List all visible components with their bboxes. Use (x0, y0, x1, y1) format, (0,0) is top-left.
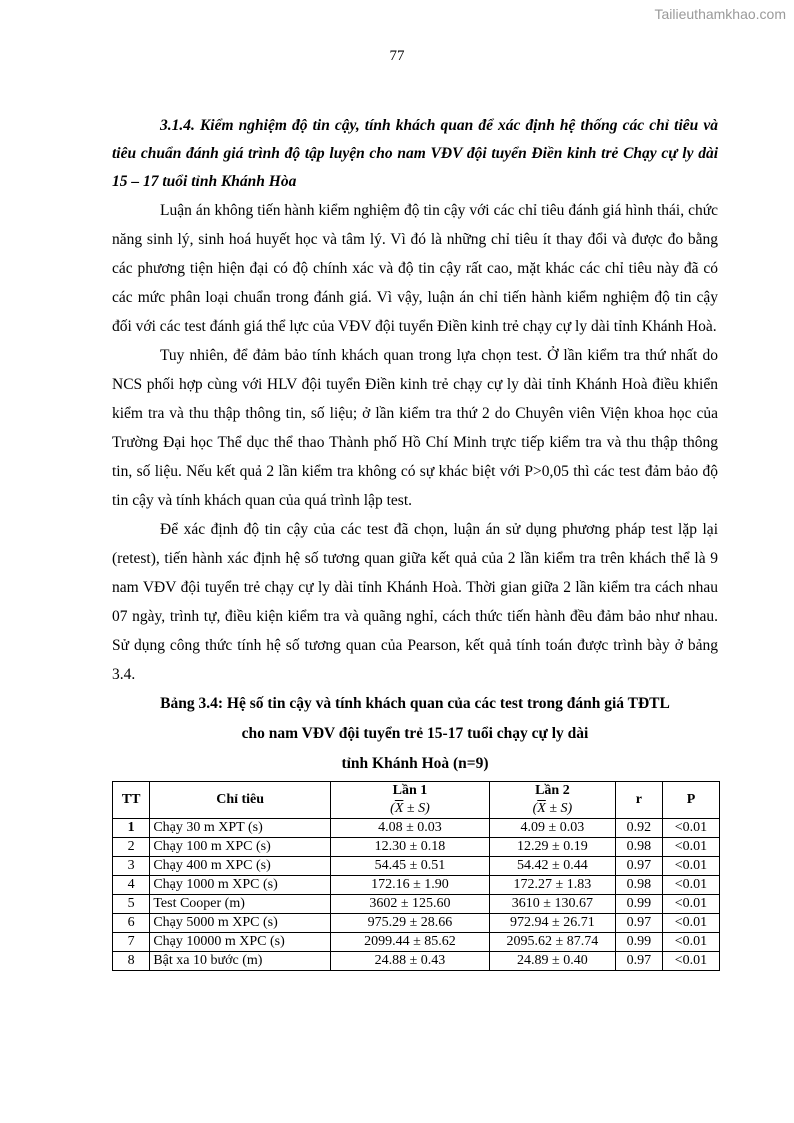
cell-p: <0.01 (662, 895, 719, 914)
paragraph-1: Luận án không tiến hành kiểm nghiệm độ tin cậy với các chỉ tiêu đánh giá hình thái, chức năng sinh lý, sinh hoá huyết học và tâm lý. Vì đó là những chỉ tiêu ít thay đổi và được đo bằng các phương tiện hiện đại có độ chính xác và độ tin cậy rất cao, mặt khác các chỉ tiêu này đã có các mức phân loại chuẩn trong đánh giá. Vì vậy, luận án chỉ tiến hành kiểm nghiệm độ tin cậy đối với các test đánh giá thể lực của VĐV đội tuyển Điền kinh trẻ chạy cự ly dài tỉnh Khánh Hoà. (112, 202, 718, 335)
header-lan-2-label: Lần 2 (535, 783, 570, 798)
cell-lan1: 2099.44 ± 85.62 (330, 933, 489, 952)
table-header-row (113, 782, 720, 819)
table-row (113, 895, 720, 914)
cell-r: 0.97 (615, 914, 662, 933)
cell-lan2: 54.42 ± 0.44 (489, 857, 615, 876)
cell-lan2: 972.94 ± 26.71 (489, 914, 615, 933)
cell-lan1: 172.16 ± 1.90 (330, 876, 489, 895)
cell-p: <0.01 (662, 914, 719, 933)
table-caption (112, 689, 718, 779)
cell-tt: 6 (113, 914, 150, 933)
stat-close: ) (425, 801, 430, 816)
cell-lan2: 24.89 ± 0.40 (489, 952, 615, 971)
cell-name: Chạy 1000 m XPC (s) (150, 876, 331, 895)
table-row (113, 914, 720, 933)
cell-tt: 4 (113, 876, 150, 895)
cell-tt: 1 (113, 819, 150, 838)
cell-tt: 5 (113, 895, 150, 914)
cell-r: 0.99 (615, 895, 662, 914)
paragraph-3: Để xác định độ tin cậy của các test đã chọn, luận án sử dụng phương pháp test lặp lại (retest), tiến hành xác định hệ số tương quan giữa kết quả của 2 lần kiểm tra trên khách thể là 9 nam VĐV đội tuyển trẻ chạy cự ly dài tỉnh Khánh Hoà. Thời gian giữa 2 lần kiểm tra cách nhau 07 ngày, trình tự, điều kiện kiểm tra và quãng nghỉ, cách thức tiến hành đều đảm bảo như nhau. Sử dụng công thức tính hệ số tương quan của Pearson, kết quả tính toán được trình bày ở bảng 3.4. (112, 521, 718, 683)
stat-pm: ± (403, 801, 419, 816)
table-row (113, 952, 720, 971)
page-number: 77 (389, 48, 405, 64)
caption-line-3: tỉnh Khánh Hoà (n=9) (341, 755, 489, 772)
stat-s: S (560, 801, 568, 816)
cell-tt: 7 (113, 933, 150, 952)
cell-r: 0.97 (615, 857, 662, 876)
table-row (113, 838, 720, 857)
stat-x-mean: $\overline{X}$ (537, 801, 546, 816)
header-r: r (615, 782, 662, 819)
cell-r: 0.92 (615, 819, 662, 838)
stat-close: ) (567, 801, 573, 816)
cell-r: 0.98 (615, 876, 662, 895)
cell-p: <0.01 (662, 838, 719, 857)
cell-p: <0.01 (662, 952, 719, 971)
header-lan-2-stat (533, 800, 573, 818)
cell-lan1: 3602 ± 125.60 (330, 895, 489, 914)
cell-p: <0.01 (662, 876, 719, 895)
paragraph-2: Tuy nhiên, để đảm bảo tính khách quan trong lựa chọn test. Ở lần kiểm tra thứ nhất do NCS phối hợp cùng với HLV đội tuyển Điền kinh trẻ chạy cự ly dài tỉnh Khánh Hoà điều khiển kiểm tra và thu thập thông tin, số liệu; ở lần kiểm tra thứ 2 do Chuyên viên Viện khoa học của Trường Đại học Thể dục thể thao Thành phố Hồ Chí Minh trực tiếp kiểm tra và thu thập thông tin, số liệu. Nếu kết quả 2 lần kiểm tra không có sự khác biệt với P>0,05 thì các test đảm bảo độ tin cậy và tính khách quan của quá trình lập test. (112, 347, 718, 509)
header-chi-tieu: Chỉ tiêu (150, 782, 331, 819)
header-lan-2 (489, 782, 615, 819)
cell-name: Chạy 100 m XPC (s) (150, 838, 331, 857)
cell-lan2: 12.29 ± 0.19 (489, 838, 615, 857)
table-row (113, 857, 720, 876)
cell-lan2: 3610 ± 130.67 (489, 895, 615, 914)
cell-name: Chạy 5000 m XPC (s) (150, 914, 331, 933)
caption-line-1: Bảng 3.4: Hệ số tin cậy và tính khách quan của các test trong đánh giá TĐTL (160, 695, 670, 712)
cell-r: 0.99 (615, 933, 662, 952)
cell-lan2: 172.27 ± 1.83 (489, 876, 615, 895)
cell-name: Chạy 30 m XPT (s) (150, 819, 331, 838)
cell-lan1: 12.30 ± 0.18 (330, 838, 489, 857)
cell-name: Chạy 400 m XPC (s) (150, 857, 331, 876)
cell-p: <0.01 (662, 819, 719, 838)
cell-r: 0.98 (615, 838, 662, 857)
header-tt: TT (113, 782, 150, 819)
header-p: P (662, 782, 719, 819)
stat-x-mean: $\overline{X}$ (394, 801, 404, 816)
table-row (113, 933, 720, 952)
stat-open: ( (390, 801, 395, 816)
table-row (113, 876, 720, 895)
cell-lan1: 24.88 ± 0.43 (330, 952, 489, 971)
cell-lan1: 4.08 ± 0.03 (330, 819, 489, 838)
cell-r: 0.97 (615, 952, 662, 971)
section-heading: 3.1.4. Kiểm nghiệm độ tin cậy, tính khách quan để xác định hệ thống các chỉ tiêu và tiêu chuẩn đánh giá trình độ tập luyện cho nam VĐV đội tuyển Điền kinh trẻ Chạy cự ly dài 15 – 17 tuổi tỉnh Khánh Hòa (112, 117, 718, 190)
cell-lan2: 4.09 ± 0.03 (489, 819, 615, 838)
stat-s: S (418, 801, 426, 816)
header-lan-1-stat (390, 800, 430, 818)
caption-line-2: cho nam VĐV đội tuyển trẻ 15-17 tuổi chạy cự ly dài (241, 725, 589, 742)
cell-lan1: 54.45 ± 0.51 (330, 857, 489, 876)
table-row (113, 819, 720, 838)
stat-open: ( (532, 801, 538, 816)
cell-name: Chạy 10000 m XPC (s) (150, 933, 331, 952)
cell-lan1: 975.29 ± 28.66 (330, 914, 489, 933)
cell-lan2: 2095.62 ± 87.74 (489, 933, 615, 952)
cell-p: <0.01 (662, 933, 719, 952)
cell-tt: 2 (113, 838, 150, 857)
stat-pm: ± (545, 801, 561, 816)
page-content (112, 112, 718, 971)
cell-name: Test Cooper (m) (150, 895, 331, 914)
watermark: Tailieuthamkhao.com (654, 6, 786, 22)
header-lan-1 (330, 782, 489, 819)
cell-name: Bật xa 10 bước (m) (150, 952, 331, 971)
reliability-table (112, 781, 720, 971)
header-lan-1-label: Lần 1 (392, 783, 428, 798)
cell-p: <0.01 (662, 857, 719, 876)
cell-tt: 8 (113, 952, 150, 971)
cell-tt: 3 (113, 857, 150, 876)
